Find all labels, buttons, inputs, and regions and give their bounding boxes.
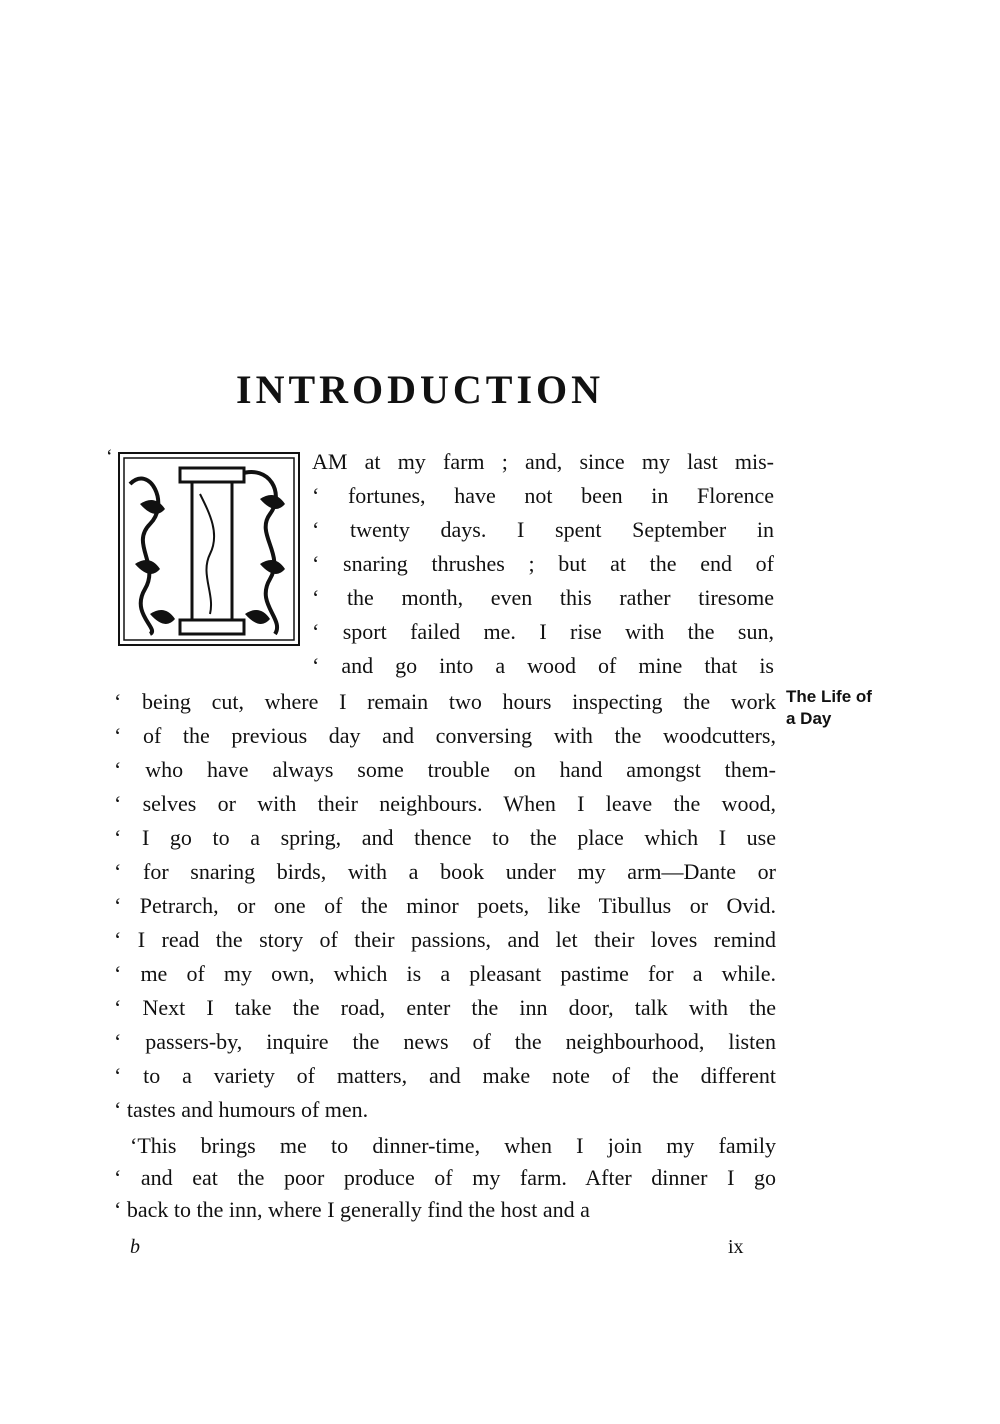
chapter-title: INTRODUCTION [236, 367, 605, 412]
text-line: ‘ twenty days. I spent September in [312, 517, 774, 542]
margin-note [786, 686, 872, 730]
text-line: ‘ Next I take the road, enter the inn door, talk with the [114, 995, 776, 1020]
text-line: AM at my farm ; and, since my last mis- [312, 449, 774, 474]
text-line: ‘ fortunes, have not been in Florence [312, 483, 774, 508]
opening-quote-mark: ‘ [106, 446, 113, 468]
margin-note-line: The Life of [786, 687, 872, 706]
margin-note-line: a Day [786, 709, 832, 728]
text-line: ‘ selves or with their neighbours. When I leave the wood, [114, 791, 776, 816]
text-line: ‘ who have always some trouble on hand amongst them- [114, 757, 776, 782]
text-line: ‘ Petrarch, or one of the minor poets, like Tibullus or Ovid. [114, 893, 776, 918]
page-number: ix [728, 1236, 744, 1258]
text-line: ‘ the month, even this rather tiresome [312, 585, 774, 610]
text-line: ‘ passers-by, inquire the news of the neighbourhood, listen [114, 1029, 776, 1054]
text-line: ‘ me of my own, which is a pleasant pastime for a while. [114, 961, 776, 986]
text-line: ‘This brings me to dinner-time, when I join my family [130, 1133, 776, 1158]
decorated-initial-icon [118, 452, 300, 646]
ornamental-vine-icon [120, 454, 298, 644]
signature-mark: b [130, 1236, 140, 1258]
text-line: ‘ of the previous day and conversing with the woodcutters, [114, 723, 776, 748]
text-line: ‘ to a variety of matters, and make note of the different [114, 1063, 776, 1088]
text-line: ‘ being cut, where I remain two hours inspecting the work [114, 689, 776, 714]
text-line: ‘ tastes and humours of men. [114, 1097, 369, 1122]
text-line: ‘ back to the inn, where I generally find the host and a [114, 1197, 590, 1222]
text-line: ‘ I go to a spring, and thence to the place which I use [114, 825, 776, 850]
text-line: ‘ I read the story of their passions, and let their loves remind [114, 927, 776, 952]
text-line: ‘ and go into a wood of mine that is [312, 653, 774, 678]
text-line: ‘ and eat the poor produce of my farm. After dinner I go [114, 1165, 776, 1190]
text-line: ‘ for snaring birds, with a book under my arm—Dante or [114, 859, 776, 884]
text-line: ‘ sport failed me. I rise with the sun, [312, 619, 774, 644]
text-line: ‘ snaring thrushes ; but at the end of [312, 551, 774, 576]
